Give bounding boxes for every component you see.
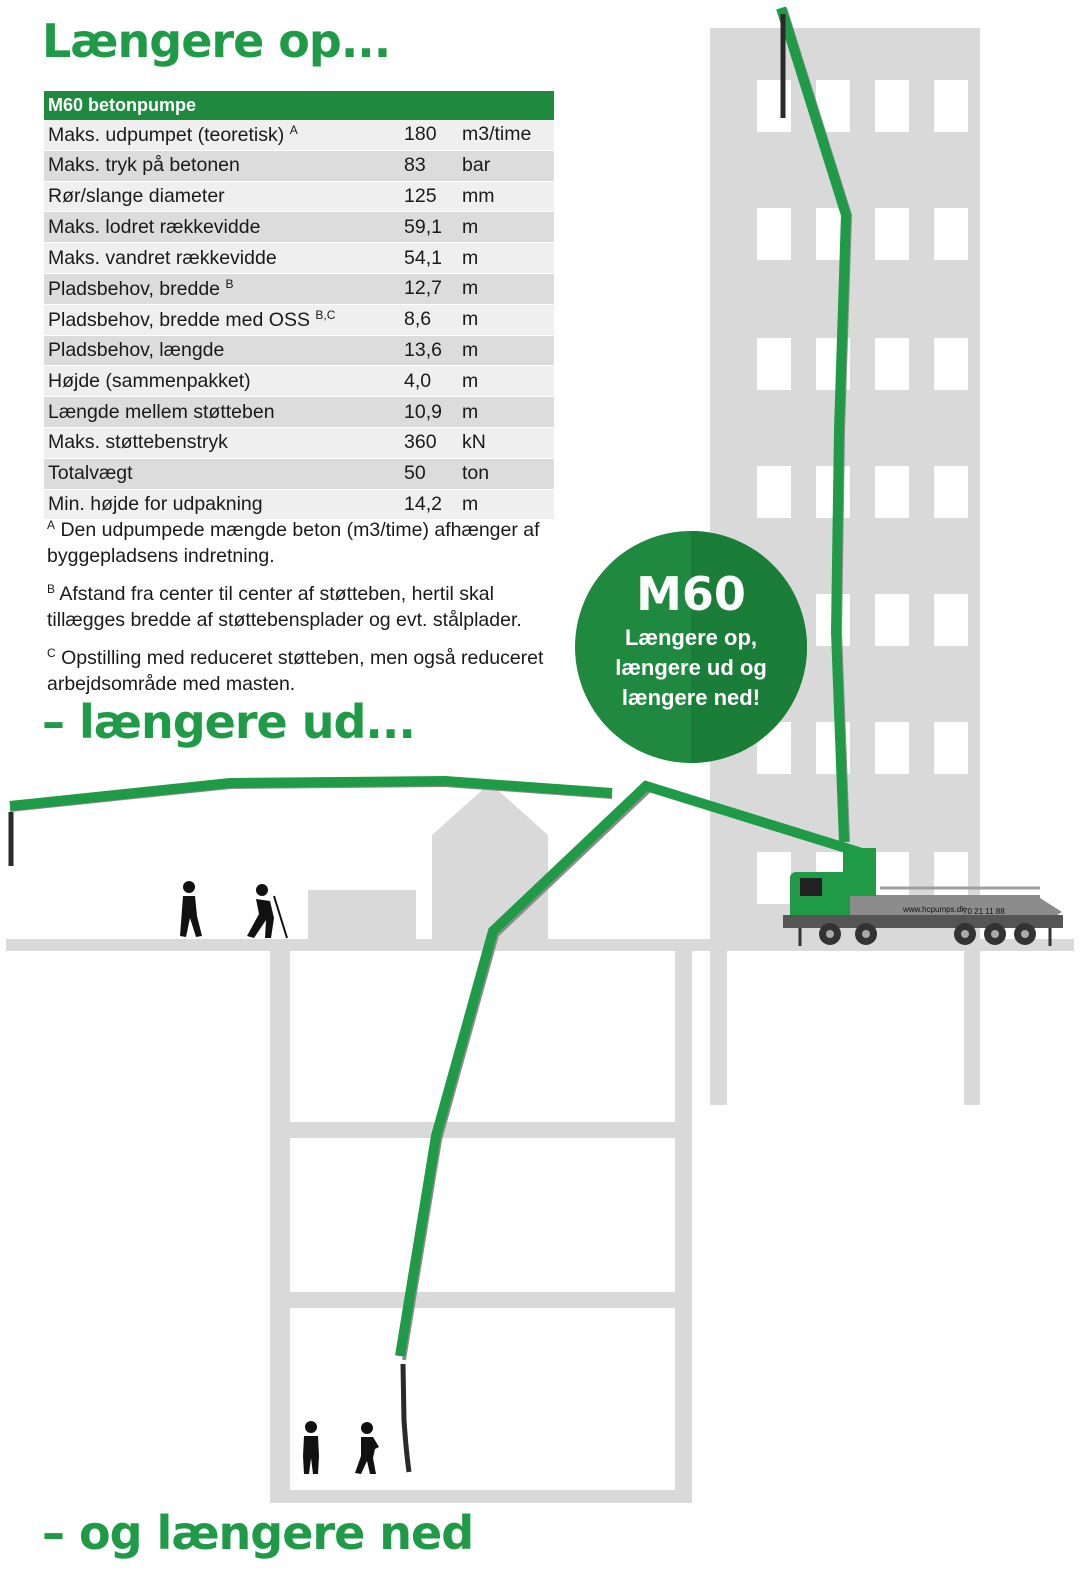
spec-label-text: Pladsbehov, længde <box>48 338 225 361</box>
table-row <box>44 120 554 150</box>
spec-value: 54,1 <box>404 243 462 274</box>
spec-label <box>44 150 404 181</box>
building-window <box>875 594 909 646</box>
truck-wheel-hub <box>1021 930 1029 938</box>
m60-badge <box>575 531 807 763</box>
heading-down: – og længere ned <box>42 1506 474 1560</box>
building-window <box>934 80 968 132</box>
spec-label <box>44 397 404 428</box>
truck-wheel-hub <box>991 930 999 938</box>
building-window <box>757 466 791 518</box>
table-row <box>44 150 554 181</box>
building-window <box>875 80 909 132</box>
heading-up: Længere op... <box>42 14 391 68</box>
building-window <box>757 80 791 132</box>
table-row <box>44 212 554 243</box>
table-row <box>44 366 554 397</box>
table-title: M60 betonpumpe <box>44 91 554 120</box>
ground-line <box>6 939 1074 951</box>
building-window <box>934 208 968 260</box>
footnote-marker: C <box>47 646 56 660</box>
spec-value: 10,9 <box>404 397 462 428</box>
spec-label-text: Pladsbehov, bredde <box>48 277 221 300</box>
basement <box>270 951 692 1503</box>
badge-title: M60 <box>636 567 746 621</box>
building-window <box>875 208 909 260</box>
spec-unit: mm <box>462 181 554 212</box>
spec-label <box>44 181 404 212</box>
spec-label-text: Maks. udpumpet (teoretisk) <box>48 123 285 146</box>
spec-unit: m <box>462 397 554 428</box>
spec-label <box>44 120 404 150</box>
table-row <box>44 397 554 428</box>
spec-label <box>44 273 404 304</box>
table-row <box>44 304 554 335</box>
spec-label-text: Længde mellem støtteben <box>48 400 275 423</box>
footnote-text: Opstilling med reduceret støtteben, men også reduceret arbejdsområde med masten. <box>47 647 544 695</box>
spec-value: 180 <box>404 120 462 150</box>
table-row <box>44 273 554 304</box>
workers-ground <box>180 881 287 938</box>
footnote <box>47 512 567 569</box>
spec-label <box>44 243 404 274</box>
spec-table <box>44 91 554 520</box>
footnote-text: Afstand fra center til center af støtteben, hertil skal tillægges bredde af støttebensplader og evt. stålplader. <box>47 583 522 631</box>
spec-label-text: Totalvægt <box>48 462 133 485</box>
spec-value: 360 <box>404 427 462 458</box>
spec-value: 59,1 <box>404 212 462 243</box>
spec-unit: bar <box>462 150 554 181</box>
spec-label-text: Pladsbehov, bredde med OSS <box>48 308 310 331</box>
spec-value: 13,6 <box>404 335 462 366</box>
building-window <box>934 466 968 518</box>
spec-label <box>44 335 404 366</box>
table-row <box>44 181 554 212</box>
footnote-text: Den udpumpede mængde beton (m3/time) afhænger af byggepladsens indretning. <box>47 519 540 567</box>
spec-unit: m <box>462 366 554 397</box>
building-window <box>757 208 791 260</box>
spec-value: 125 <box>404 181 462 212</box>
heading-out: – længere ud... <box>42 695 415 749</box>
spec-label-text: Rør/slange diameter <box>48 184 225 207</box>
spec-footnote-ref: A <box>289 122 298 137</box>
table-row <box>44 458 554 489</box>
spec-unit: m <box>462 489 554 520</box>
spec-unit: m3/time <box>462 120 554 150</box>
spec-label-text: Maks. tryk på betonen <box>48 154 240 177</box>
building-window <box>875 722 909 774</box>
table-row <box>44 427 554 458</box>
spec-label <box>44 427 404 458</box>
footnote <box>47 576 567 633</box>
building-window <box>875 466 909 518</box>
footnote <box>47 640 567 697</box>
footnote-marker: B <box>47 582 56 596</box>
spec-label-text: Maks. støttebenstryk <box>48 431 228 454</box>
spec-unit: m <box>462 243 554 274</box>
spec-label-text: Højde (sammenpakket) <box>48 369 251 392</box>
truck-website: www.hcpumps.dk <box>903 905 966 914</box>
truck-phone: 70 21 11 88 <box>963 907 1005 916</box>
spec-value: 12,7 <box>404 273 462 304</box>
spec-unit: m <box>462 212 554 243</box>
spec-label <box>44 458 404 489</box>
spec-unit: m <box>462 273 554 304</box>
spec-label <box>44 212 404 243</box>
building-window <box>934 722 968 774</box>
spec-value: 50 <box>404 458 462 489</box>
footnotes <box>47 512 567 704</box>
spec-label-text: Min. højde for udpakning <box>48 492 263 515</box>
footnote-marker: A <box>47 518 56 532</box>
workers-basement <box>303 1421 379 1474</box>
building-window <box>757 852 791 904</box>
truck-wheel-hub <box>961 930 969 938</box>
spec-value: 83 <box>404 150 462 181</box>
spec-footnote-ref: B <box>225 276 234 291</box>
building-window <box>875 338 909 390</box>
spec-value: 8,6 <box>404 304 462 335</box>
badge-text: Længere op, længere ud og længere ned! <box>615 625 767 710</box>
building-window <box>934 594 968 646</box>
spec-unit: ton <box>462 458 554 489</box>
table-row <box>44 243 554 274</box>
truck-wheel-hub <box>826 930 834 938</box>
building-window <box>934 338 968 390</box>
spec-unit: m <box>462 335 554 366</box>
spec-label-text: Maks. vandret rækkevidde <box>48 246 277 269</box>
truck-wheel-hub <box>862 930 870 938</box>
spec-footnote-ref: B,C <box>315 307 336 322</box>
spec-value: 4,0 <box>404 366 462 397</box>
spec-unit: m <box>462 304 554 335</box>
spec-unit: kN <box>462 427 554 458</box>
spec-label <box>44 304 404 335</box>
table-row <box>44 335 554 366</box>
building-window <box>757 338 791 390</box>
spec-label <box>44 366 404 397</box>
spec-value: 14,2 <box>404 489 462 520</box>
spec-label-text: Maks. lodret rækkevidde <box>48 215 261 238</box>
